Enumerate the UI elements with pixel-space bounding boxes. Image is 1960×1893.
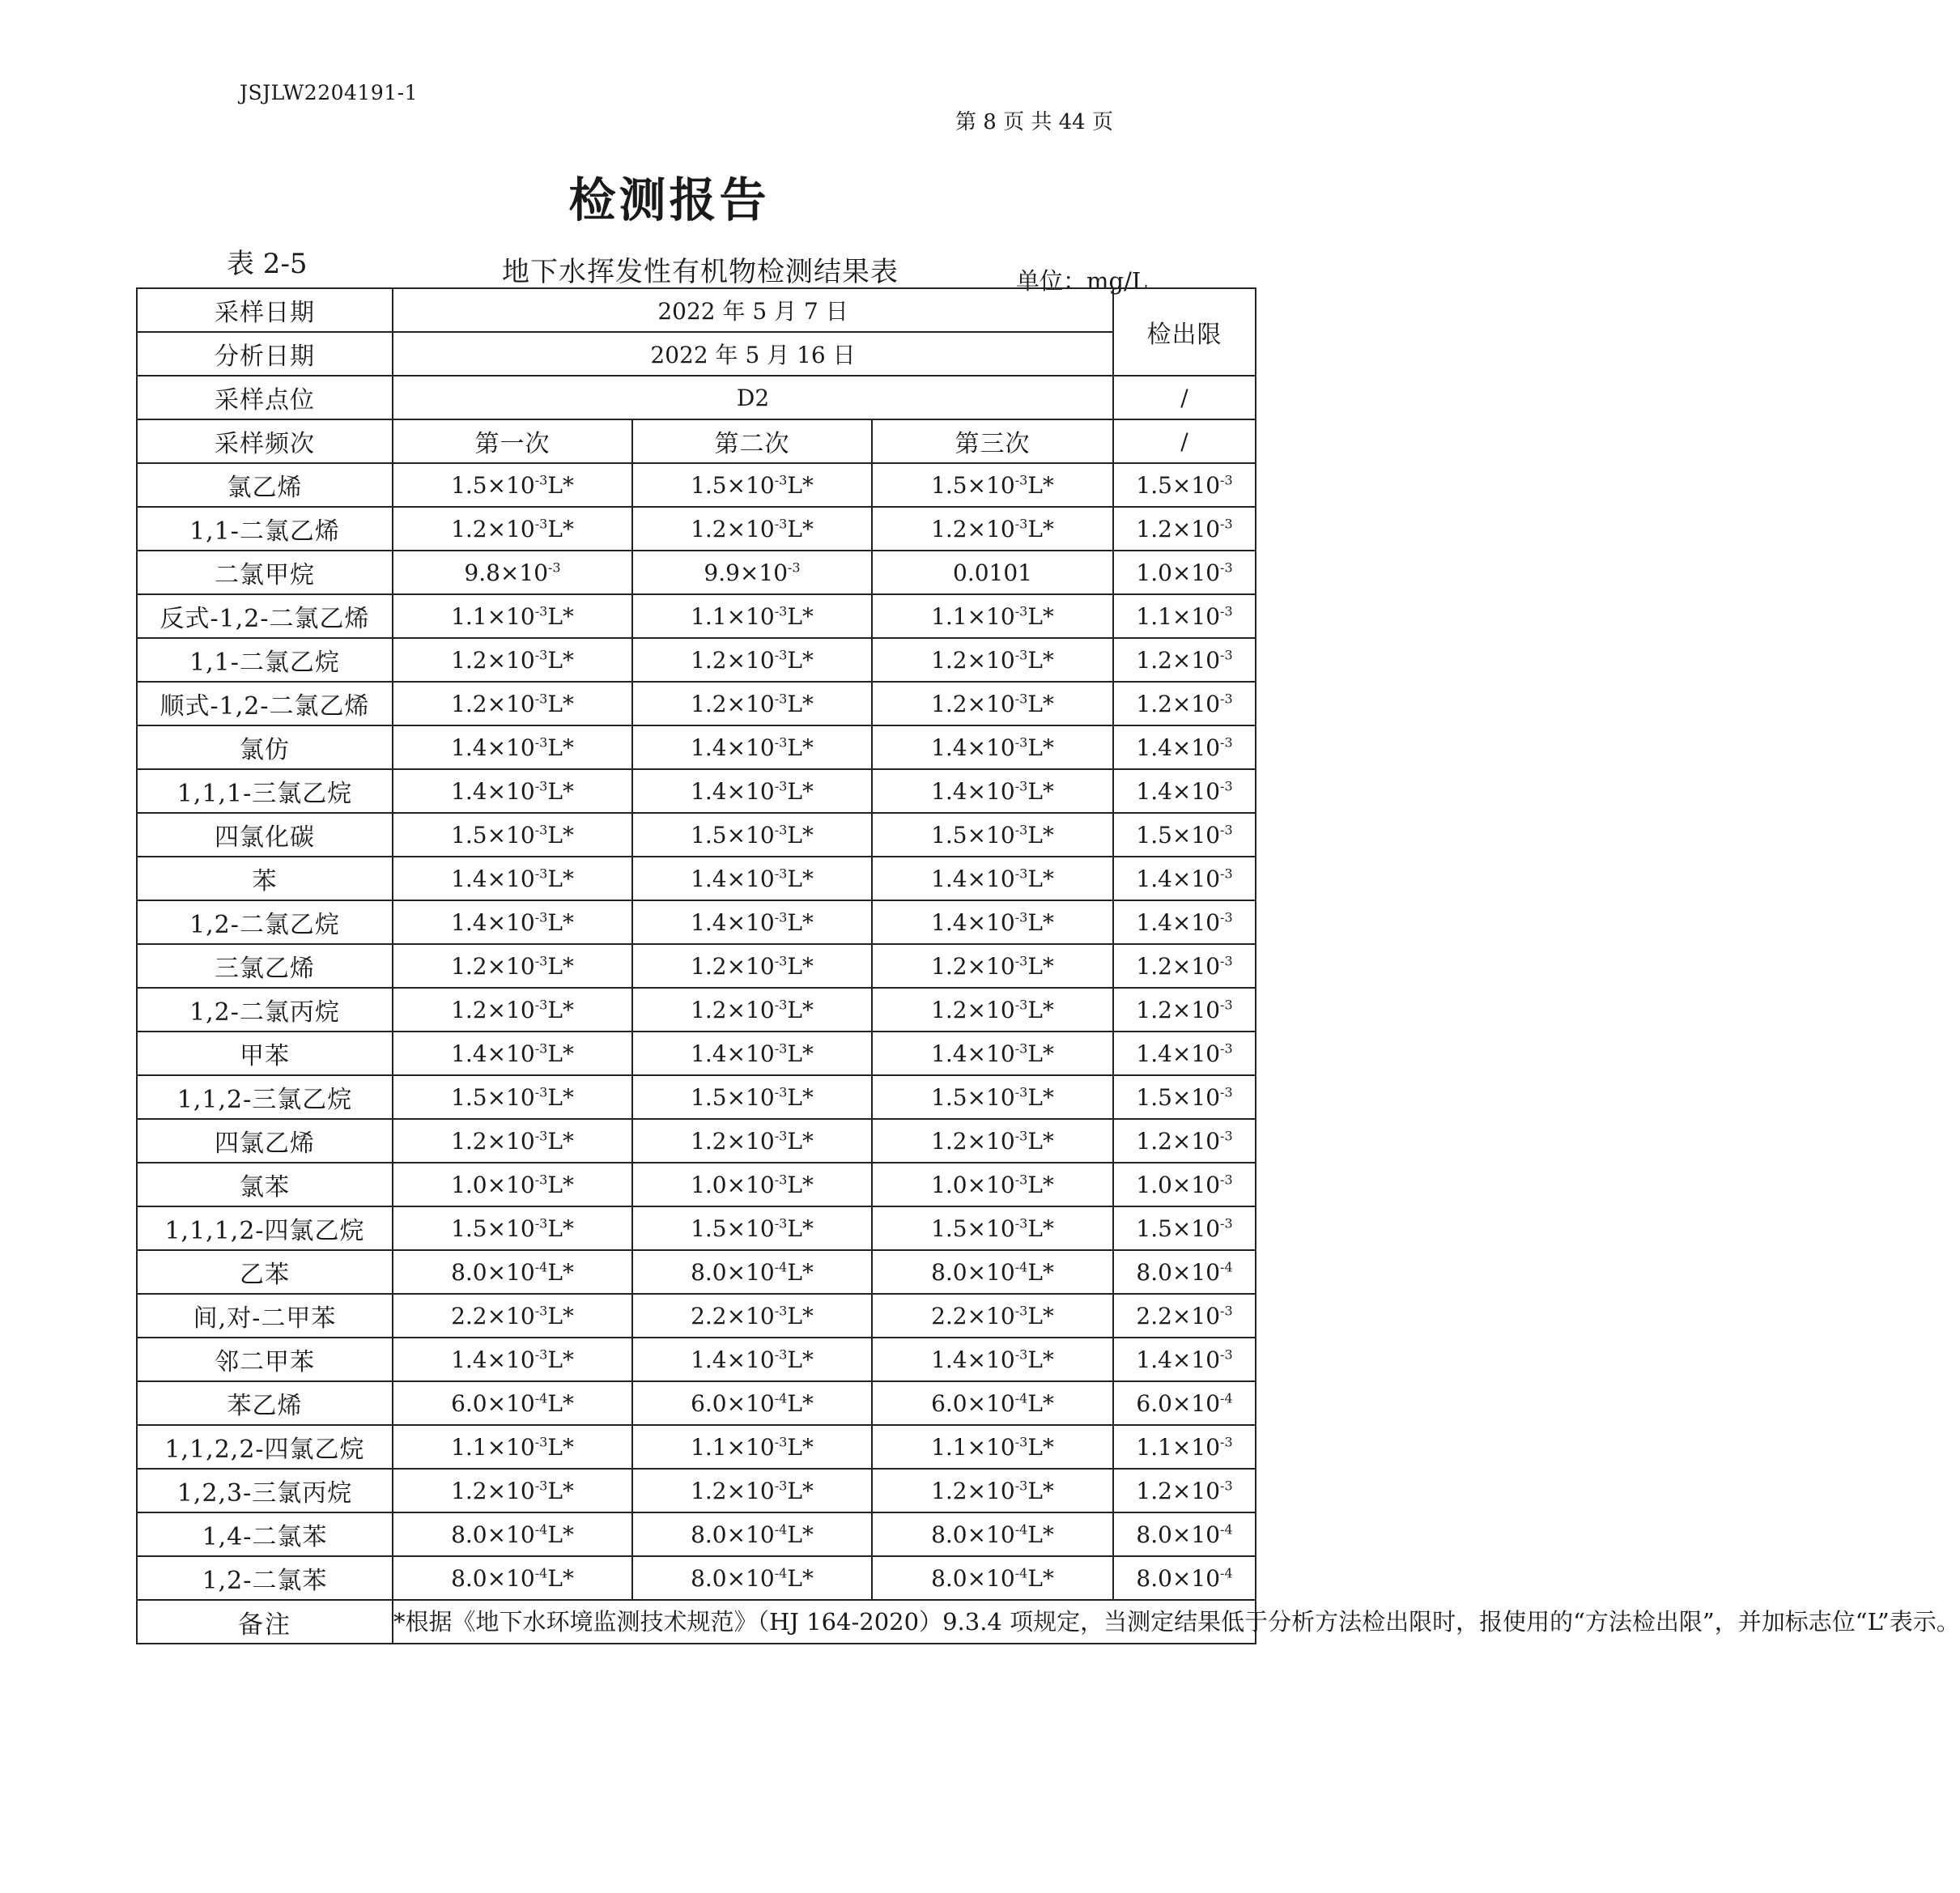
- sampling-site-limit: /: [1113, 376, 1256, 419]
- round-3-value: $1.4\times 10^{-3}L*$: [872, 725, 1113, 769]
- compound-name: 1,2-二氯丙烷: [137, 988, 393, 1032]
- round-2-value: $1.5\times 10^{-3}L*$: [632, 1206, 872, 1250]
- frequency-label: 采样频次: [137, 419, 393, 463]
- round-2-value: $1.1\times 10^{-3}L*$: [632, 594, 872, 638]
- detection-limit-value: $1.5\times 10^{-3}$: [1113, 463, 1256, 507]
- detection-limit-value: $1.0\times 10^{-3}$: [1113, 551, 1256, 594]
- report-title: 检测报告: [568, 172, 770, 228]
- sampling-site-row: [137, 376, 1256, 419]
- compound-name: 反式-1,2-二氯乙烯: [137, 594, 393, 638]
- table-row: [137, 813, 1256, 857]
- round-2-value: $8.0\times 10^{-4}L*$: [632, 1512, 872, 1556]
- table-row: [137, 638, 1256, 682]
- round-3-value: $1.1\times 10^{-3}L*$: [872, 594, 1113, 638]
- round-1-value: $1.5\times 10^{-3}L*$: [393, 1206, 632, 1250]
- compound-name: 1,1,1,2-四氯乙烷: [137, 1206, 393, 1250]
- table-row: [137, 1469, 1256, 1512]
- compound-name: 1,2,3-三氯丙烷: [137, 1469, 393, 1512]
- table-row: [137, 857, 1256, 900]
- round-3-value: $1.2\times 10^{-3}L*$: [872, 1119, 1113, 1163]
- round-1-value: $1.0\times 10^{-3}L*$: [393, 1163, 632, 1206]
- frequency-limit: /: [1113, 419, 1256, 463]
- round-2-value: $1.5\times 10^{-3}L*$: [632, 463, 872, 507]
- round-2-value: $8.0\times 10^{-4}L*$: [632, 1250, 872, 1294]
- round-3-value: $1.0\times 10^{-3}L*$: [872, 1163, 1113, 1206]
- round-1-value: $1.4\times 10^{-3}L*$: [393, 1338, 632, 1381]
- round-1-value: $1.2\times 10^{-3}L*$: [393, 1119, 632, 1163]
- detection-limit-value: $1.4\times 10^{-3}$: [1113, 725, 1256, 769]
- round-3-value: $6.0\times 10^{-4}L*$: [872, 1381, 1113, 1425]
- round-2-value: $1.2\times 10^{-3}L*$: [632, 988, 872, 1032]
- table-row: [137, 988, 1256, 1032]
- round-2-value: $8.0\times 10^{-4}L*$: [632, 1556, 872, 1600]
- round-3-value: $1.4\times 10^{-3}L*$: [872, 769, 1113, 813]
- round-1-value: $1.2\times 10^{-3}L*$: [393, 682, 632, 725]
- round-1-value: $8.0\times 10^{-4}L*$: [393, 1250, 632, 1294]
- compound-name: 1,2-二氯乙烷: [137, 900, 393, 944]
- table-row: [137, 1075, 1256, 1119]
- round-2-value: $1.0\times 10^{-3}L*$: [632, 1163, 872, 1206]
- detection-limit-value: $1.2\times 10^{-3}$: [1113, 638, 1256, 682]
- compound-name: 邻二甲苯: [137, 1338, 393, 1381]
- detection-limit-header: 检出限: [1113, 288, 1256, 376]
- analysis-date-value: 2022 年 5 月 16 日: [393, 332, 1113, 376]
- compound-name: 1,1,2,2-四氯乙烷: [137, 1425, 393, 1469]
- round-1-value: $8.0\times 10^{-4}L*$: [393, 1512, 632, 1556]
- round-1-value: $1.5\times 10^{-3}L*$: [393, 813, 632, 857]
- detection-limit-value: $1.2\times 10^{-3}$: [1113, 944, 1256, 988]
- table-row: [137, 594, 1256, 638]
- round-1-value: $1.4\times 10^{-3}L*$: [393, 769, 632, 813]
- round-3-value: $1.4\times 10^{-3}L*$: [872, 1032, 1113, 1075]
- table-row: [137, 507, 1256, 551]
- sampling-date-value: 2022 年 5 月 7 日: [393, 288, 1113, 332]
- round-2-value: $1.4\times 10^{-3}L*$: [632, 857, 872, 900]
- detection-limit-value: $8.0\times 10^{-4}$: [1113, 1556, 1256, 1600]
- round-2-value: $1.2\times 10^{-3}L*$: [632, 638, 872, 682]
- detection-limit-value: $8.0\times 10^{-4}$: [1113, 1512, 1256, 1556]
- sampling-site-label: 采样点位: [137, 376, 393, 419]
- compound-name: 1,1-二氯乙烯: [137, 507, 393, 551]
- detection-limit-value: $1.2\times 10^{-3}$: [1113, 1469, 1256, 1512]
- detection-limit-value: $1.5\times 10^{-3}$: [1113, 813, 1256, 857]
- detection-limit-value: $1.4\times 10^{-3}$: [1113, 857, 1256, 900]
- detection-limit-value: $6.0\times 10^{-4}$: [1113, 1381, 1256, 1425]
- remarks-text: *根据《地下水环境监测技术规范》（HJ 164-2020）9.3.4 项规定，当测定结果低于分析方法检出限时，报使用的“方法检出限”，并加标志位“L”表示。: [393, 1600, 1256, 1644]
- round-1-value: $1.4\times 10^{-3}L*$: [393, 857, 632, 900]
- remarks-label: 备注: [137, 1600, 393, 1644]
- round-2-value: $1.1\times 10^{-3}L*$: [632, 1425, 872, 1469]
- compound-name: 氯乙烯: [137, 463, 393, 507]
- compound-name: 1,1-二氯乙烷: [137, 638, 393, 682]
- detection-limit-value: $1.2\times 10^{-3}$: [1113, 682, 1256, 725]
- round-3-value: $1.5\times 10^{-3}L*$: [872, 463, 1113, 507]
- detection-limit-value: $1.4\times 10^{-3}$: [1113, 1338, 1256, 1381]
- table-row: [137, 1119, 1256, 1163]
- compound-name: 苯乙烯: [137, 1381, 393, 1425]
- detection-limit-value: $1.1\times 10^{-3}$: [1113, 1425, 1256, 1469]
- round-3-value: $8.0\times 10^{-4}L*$: [872, 1250, 1113, 1294]
- round-2-value: $1.2\times 10^{-3}L*$: [632, 682, 872, 725]
- table-row: [137, 1381, 1256, 1425]
- table-row: [137, 682, 1256, 725]
- table-row: [137, 551, 1256, 594]
- results-table: [136, 287, 1960, 1644]
- table-row: [137, 1250, 1256, 1294]
- compound-name: 苯: [137, 857, 393, 900]
- compound-name: 甲苯: [137, 1032, 393, 1075]
- compound-name: 1,1,2-三氯乙烷: [137, 1075, 393, 1119]
- table-row: [137, 1556, 1256, 1600]
- detection-limit-value: $1.2\times 10^{-3}$: [1113, 988, 1256, 1032]
- round-1-value: $1.1\times 10^{-3}L*$: [393, 594, 632, 638]
- round-3-header: 第三次: [872, 419, 1113, 463]
- frequency-row: [137, 419, 1256, 463]
- round-3-value: $1.2\times 10^{-3}L*$: [872, 638, 1113, 682]
- round-1-value: $1.4\times 10^{-3}L*$: [393, 725, 632, 769]
- round-3-value: $1.2\times 10^{-3}L*$: [872, 682, 1113, 725]
- round-1-value: $1.2\times 10^{-3}L*$: [393, 944, 632, 988]
- table-row: [137, 1163, 1256, 1206]
- round-3-value: $2.2\times 10^{-3}L*$: [872, 1294, 1113, 1338]
- page-number: 第 8 页 共 44 页: [955, 110, 1113, 134]
- compound-name: 氯苯: [137, 1163, 393, 1206]
- compound-name: 三氯乙烯: [137, 944, 393, 988]
- round-1-value: $9.8\times 10^{-3}$: [393, 551, 632, 594]
- round-1-value: $1.2\times 10^{-3}L*$: [393, 638, 632, 682]
- round-3-value: $1.4\times 10^{-3}L*$: [872, 1338, 1113, 1381]
- table-row: [137, 769, 1256, 813]
- round-3-value: $1.2\times 10^{-3}L*$: [872, 507, 1113, 551]
- round-2-value: $1.4\times 10^{-3}L*$: [632, 1032, 872, 1075]
- unit-label: 单位：mg/L: [1016, 267, 1148, 295]
- detection-limit-value: $1.4\times 10^{-3}$: [1113, 1032, 1256, 1075]
- round-2-value: $9.9\times 10^{-3}$: [632, 551, 872, 594]
- round-2-value: $1.4\times 10^{-3}L*$: [632, 900, 872, 944]
- detection-limit-value: $8.0\times 10^{-4}$: [1113, 1250, 1256, 1294]
- sampling-site-value: D2: [393, 376, 1113, 419]
- round-1-value: $1.5\times 10^{-3}L*$: [393, 1075, 632, 1119]
- round-2-value: $1.2\times 10^{-3}L*$: [632, 1119, 872, 1163]
- round-3-value: $1.2\times 10^{-3}L*$: [872, 988, 1113, 1032]
- compound-name: 四氯乙烯: [137, 1119, 393, 1163]
- round-1-value: $1.2\times 10^{-3}L*$: [393, 507, 632, 551]
- round-3-value: $1.2\times 10^{-3}L*$: [872, 1469, 1113, 1512]
- detection-limit-value: $1.5\times 10^{-3}$: [1113, 1206, 1256, 1250]
- detection-limit-value: $1.2\times 10^{-3}$: [1113, 507, 1256, 551]
- round-3-value: 0.0101: [872, 551, 1113, 594]
- round-1-value: $2.2\times 10^{-3}L*$: [393, 1294, 632, 1338]
- round-2-value: $1.5\times 10^{-3}L*$: [632, 813, 872, 857]
- round-1-header: 第一次: [393, 419, 632, 463]
- round-3-value: $1.5\times 10^{-3}L*$: [872, 813, 1113, 857]
- analysis-date-row: [137, 332, 1256, 376]
- round-1-value: $1.5\times 10^{-3}L*$: [393, 463, 632, 507]
- round-3-value: $1.5\times 10^{-3}L*$: [872, 1206, 1113, 1250]
- table-row: [137, 944, 1256, 988]
- compound-name: 氯仿: [137, 725, 393, 769]
- round-1-value: $8.0\times 10^{-4}L*$: [393, 1556, 632, 1600]
- round-1-value: $1.4\times 10^{-3}L*$: [393, 1032, 632, 1075]
- round-3-value: $8.0\times 10^{-4}L*$: [872, 1556, 1113, 1600]
- compound-name: 顺式-1,2-二氯乙烯: [137, 682, 393, 725]
- round-3-value: $1.2\times 10^{-3}L*$: [872, 944, 1113, 988]
- compound-name: 1,2-二氯苯: [137, 1556, 393, 1600]
- table-row: [137, 1294, 1256, 1338]
- round-2-value: $1.4\times 10^{-3}L*$: [632, 725, 872, 769]
- compound-name: 四氯化碳: [137, 813, 393, 857]
- detection-limit-value: $1.2\times 10^{-3}$: [1113, 1119, 1256, 1163]
- compound-name: 1,1,1-三氯乙烷: [137, 769, 393, 813]
- table-caption: 地下水挥发性有机物检测结果表: [502, 256, 899, 288]
- round-1-value: $1.4\times 10^{-3}L*$: [393, 900, 632, 944]
- detection-limit-value: $1.0\times 10^{-3}$: [1113, 1163, 1256, 1206]
- detection-limit-value: $1.1\times 10^{-3}$: [1113, 594, 1256, 638]
- round-2-value: $1.4\times 10^{-3}L*$: [632, 769, 872, 813]
- analysis-date-label: 分析日期: [137, 332, 393, 376]
- round-2-value: $2.2\times 10^{-3}L*$: [632, 1294, 872, 1338]
- round-2-value: $6.0\times 10^{-4}L*$: [632, 1381, 872, 1425]
- remarks-row: [137, 1600, 1256, 1644]
- round-3-value: $1.1\times 10^{-3}L*$: [872, 1425, 1113, 1469]
- table-row: [137, 725, 1256, 769]
- round-1-value: $1.2\times 10^{-3}L*$: [393, 988, 632, 1032]
- compound-name: 1,4-二氯苯: [137, 1512, 393, 1556]
- table-row: [137, 1512, 1256, 1556]
- compound-name: 间,对-二甲苯: [137, 1294, 393, 1338]
- round-2-value: $1.2\times 10^{-3}L*$: [632, 507, 872, 551]
- round-1-value: $6.0\times 10^{-4}L*$: [393, 1381, 632, 1425]
- compound-name: 二氯甲烷: [137, 551, 393, 594]
- round-3-value: $1.4\times 10^{-3}L*$: [872, 857, 1113, 900]
- round-1-value: $1.1\times 10^{-3}L*$: [393, 1425, 632, 1469]
- detection-limit-value: $2.2\times 10^{-3}$: [1113, 1294, 1256, 1338]
- round-2-header: 第二次: [632, 419, 872, 463]
- round-2-value: $1.2\times 10^{-3}L*$: [632, 1469, 872, 1512]
- sampling-date-row: [137, 288, 1256, 332]
- round-2-value: $1.4\times 10^{-3}L*$: [632, 1338, 872, 1381]
- round-3-value: $1.5\times 10^{-3}L*$: [872, 1075, 1113, 1119]
- compound-name: 乙苯: [137, 1250, 393, 1294]
- detection-limit-value: $1.5\times 10^{-3}$: [1113, 1075, 1256, 1119]
- round-1-value: $1.2\times 10^{-3}L*$: [393, 1469, 632, 1512]
- detection-limit-value: $1.4\times 10^{-3}$: [1113, 769, 1256, 813]
- round-2-value: $1.5\times 10^{-3}L*$: [632, 1075, 872, 1119]
- table-row: [137, 1425, 1256, 1469]
- table-row: [137, 463, 1256, 507]
- table-row: [137, 1032, 1256, 1075]
- sampling-date-label: 采样日期: [137, 288, 393, 332]
- detection-limit-value: $1.4\times 10^{-3}$: [1113, 900, 1256, 944]
- document-id: JSJLW2204191-1: [240, 81, 418, 104]
- table-row: [137, 900, 1256, 944]
- table-row: [137, 1338, 1256, 1381]
- round-3-value: $1.4\times 10^{-3}L*$: [872, 900, 1113, 944]
- round-3-value: $8.0\times 10^{-4}L*$: [872, 1512, 1113, 1556]
- table-number: 表 2-5: [227, 248, 308, 280]
- round-2-value: $1.2\times 10^{-3}L*$: [632, 944, 872, 988]
- table-row: [137, 1206, 1256, 1250]
